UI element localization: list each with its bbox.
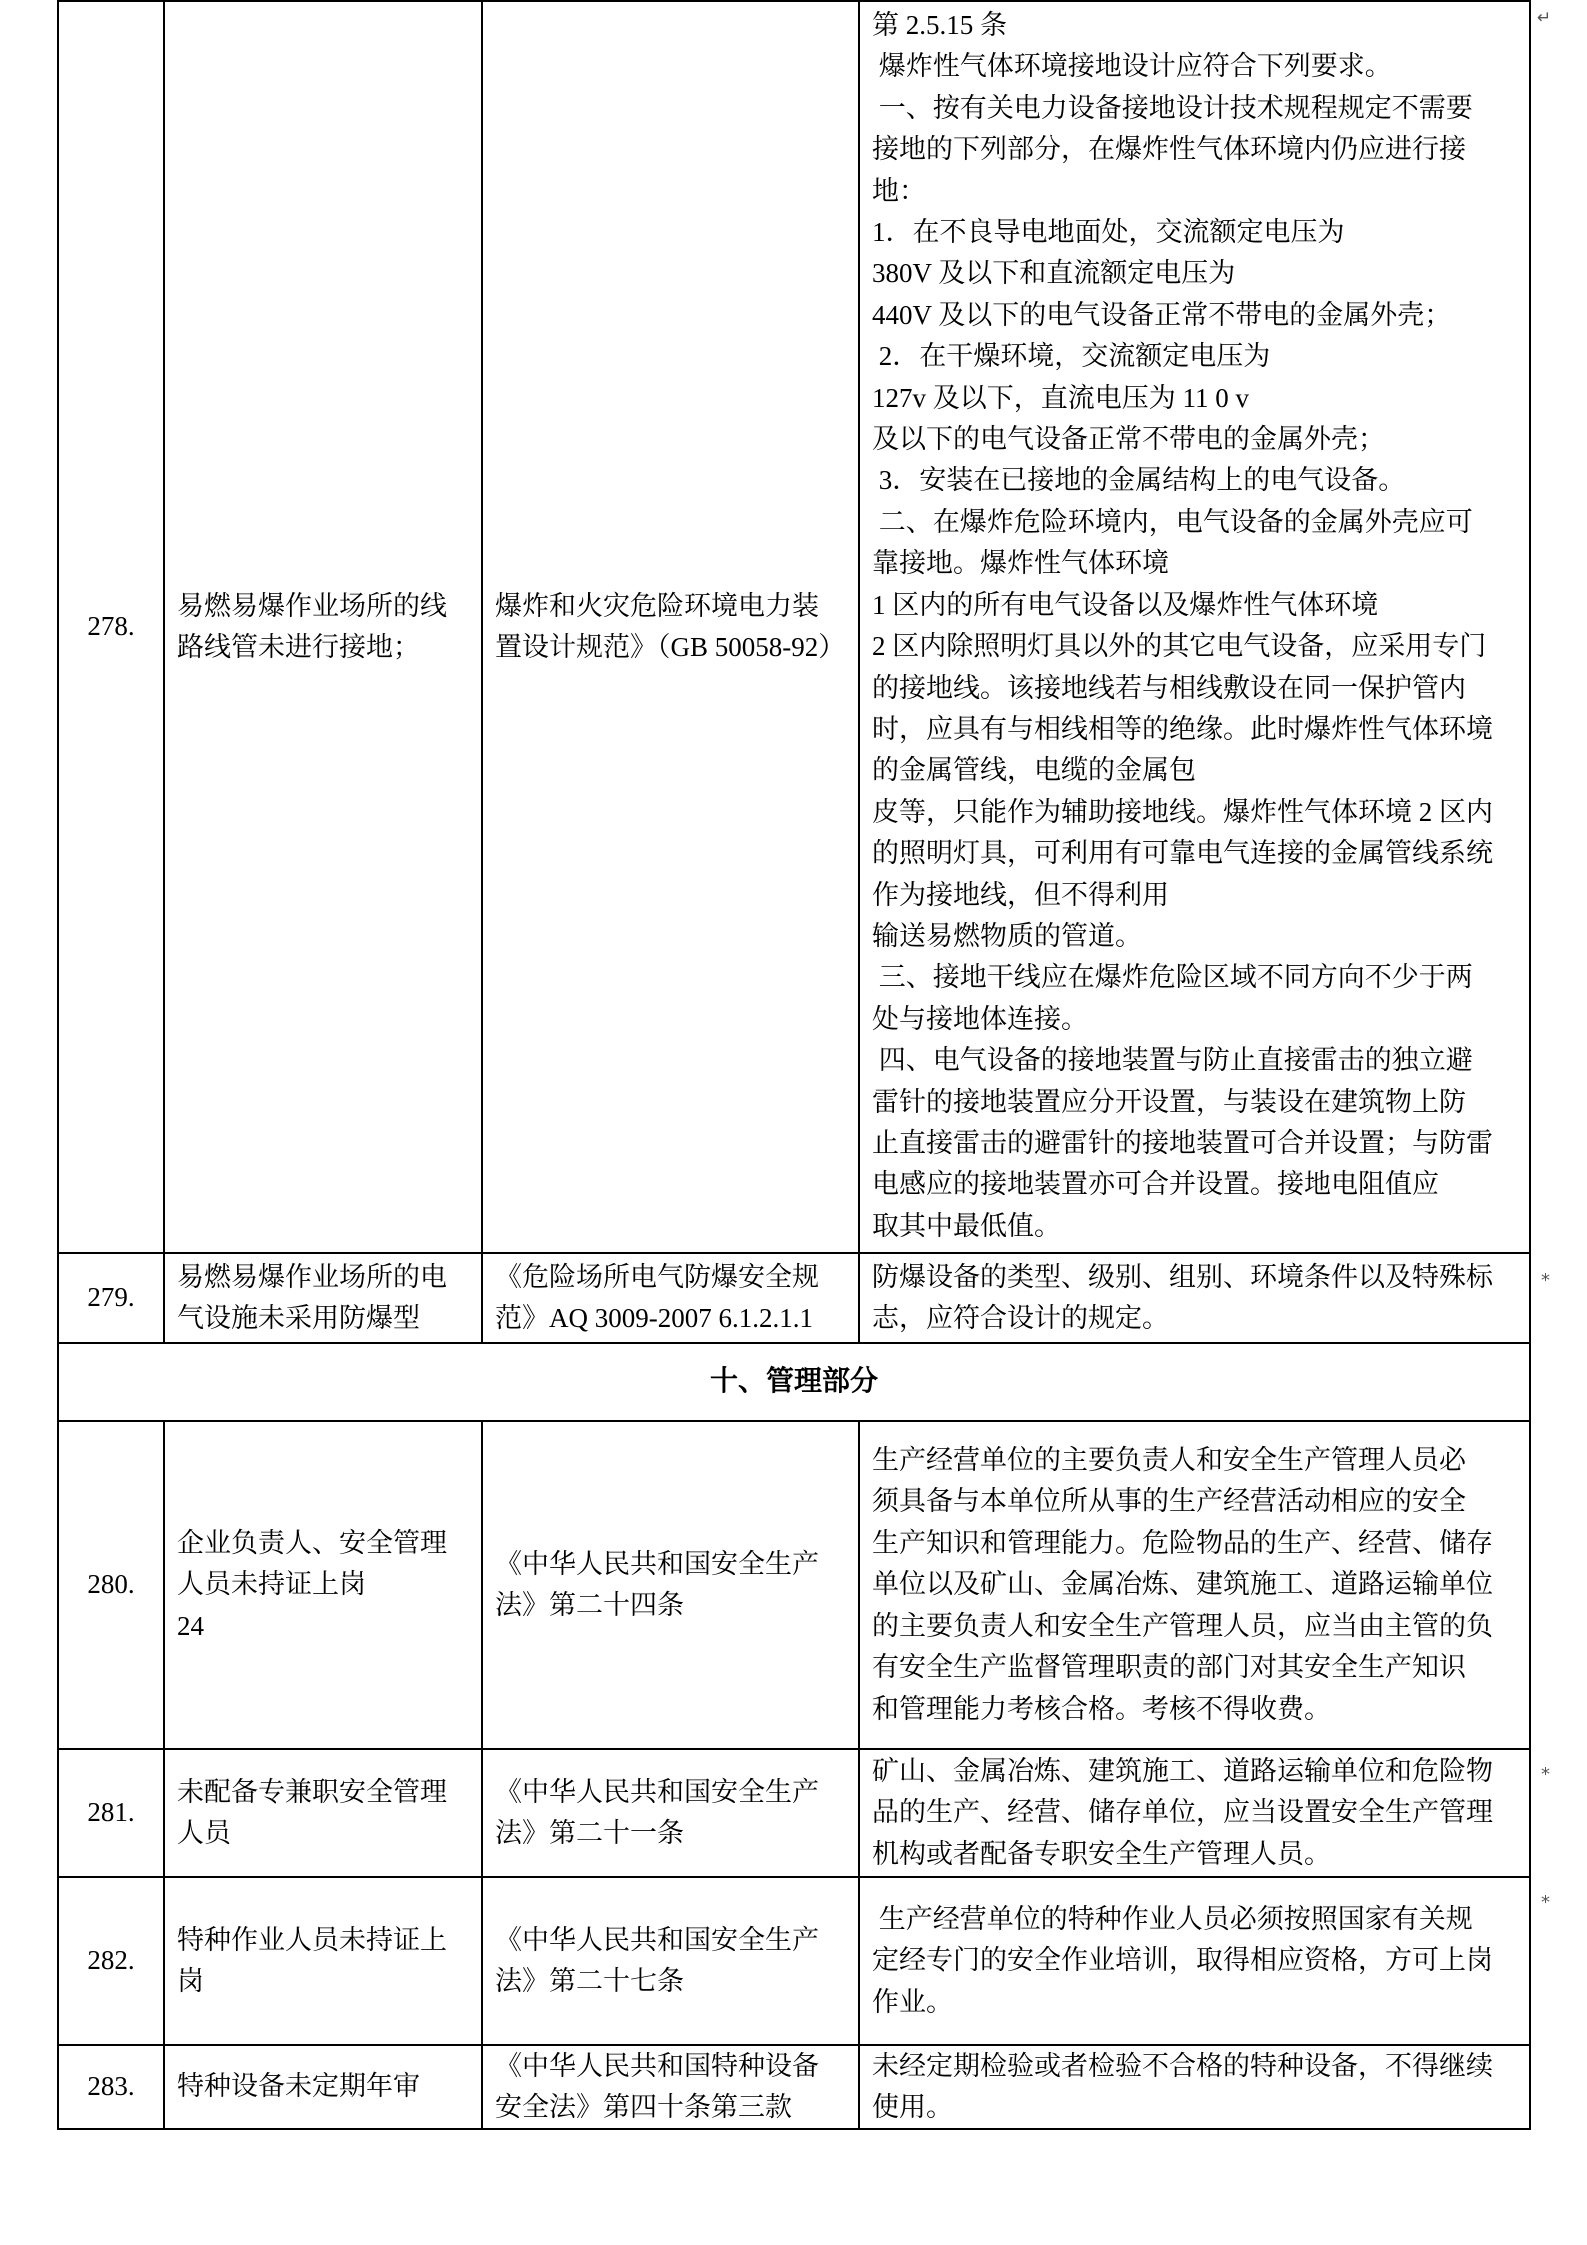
text-line: 第 2.5.15 条 xyxy=(872,10,1007,40)
text-line: 易燃易爆作业场所的线 xyxy=(177,590,447,621)
text-line: 3．安装在已接地的金属结构上的电气设备。 xyxy=(872,465,1406,496)
row-number-cell xyxy=(59,1750,165,1876)
text-line: 二、在爆炸危险环境内，电气设备的金属外壳应可 xyxy=(872,506,1473,537)
text-line: 未经定期检验或者检验不合格的特种设备，不得继续 xyxy=(872,2050,1493,2081)
regulation-detail-cell xyxy=(860,2,1529,1252)
regulation-ref-cell xyxy=(483,1254,860,1342)
text-line: 2 区内除照明灯具以外的其它电气设备，应采用专门 xyxy=(872,631,1487,662)
text-line: 127v 及以下，直流电压为 11 0 v xyxy=(872,382,1249,413)
text-line: 的主要负责人和安全生产管理人员，应当由主管的负 xyxy=(872,1610,1493,1641)
regulation-ref-cell xyxy=(483,2046,860,2128)
text-line: 爆炸和火灾危险环境电力装 xyxy=(495,590,819,621)
text-line: 法》第二十七条 xyxy=(495,1966,684,1996)
row-number: 282. xyxy=(87,1945,135,1976)
text-line: 《中华人民共和国安全生产 xyxy=(495,1924,819,1955)
text-line: 及以下的电气设备正常不带电的金属外壳； xyxy=(872,424,1385,455)
text-line: 三、接地干线应在爆炸危险区域不同方向不少于两 xyxy=(872,962,1473,993)
violation-desc-cell xyxy=(165,2046,483,2128)
row-number-cell xyxy=(59,2,165,1252)
regulation-detail-cell xyxy=(860,1750,1529,1876)
text-line: 易燃易爆作业场所的电 xyxy=(177,1261,447,1292)
text-line: 《中华人民共和国安全生产 xyxy=(495,1548,819,1579)
text-line: 《中华人民共和国特种设备 xyxy=(495,2050,819,2081)
text-line: 380V 及以下和直流额定电压为 xyxy=(872,258,1236,289)
margin-asterisk: * xyxy=(1541,1764,1550,1785)
text-line: 止直接雷击的避雷针的接地装置可合并设置；与防雷 xyxy=(872,1127,1493,1158)
text-line: 1 区内的所有电气设备以及爆炸性气体环境 xyxy=(872,589,1379,620)
row-number: 280. xyxy=(87,1569,135,1600)
text-line: 法》第二十四条 xyxy=(495,1590,684,1620)
text-line: 皮等，只能作为辅助接地线。爆炸性气体环境 2 区内 xyxy=(872,796,1493,827)
text-line: 路线管未进行接地； xyxy=(177,632,420,662)
text-line: 的照明灯具，可利用有可靠电气连接的金属管线系统 xyxy=(872,838,1493,869)
text-line: 未配备专兼职安全管理 xyxy=(177,1776,447,1807)
text-line: 和管理能力考核合格。考核不得收费。 xyxy=(872,1693,1331,1724)
text-line: 范》AQ 3009-2007 6.1.2.1.1 xyxy=(495,1303,813,1333)
violation-desc-cell xyxy=(165,1878,483,2044)
violation-desc-cell xyxy=(165,1750,483,1876)
row-number-cell xyxy=(59,1254,165,1342)
text-line: 2．在干燥环境，交流额定电压为 xyxy=(872,341,1271,372)
text-line: 特种设备未定期年审 xyxy=(177,2071,420,2102)
margin-asterisk: * xyxy=(1541,1892,1550,1913)
section-header-row xyxy=(59,1344,1529,1422)
regulation-ref-cell xyxy=(483,1878,860,2044)
text-line: 定经专门的安全作业培训，取得相应资格，方可上岗 xyxy=(872,1945,1493,1976)
text-line: 法》第二十一条 xyxy=(495,1818,684,1848)
row-number: 281. xyxy=(87,1797,135,1828)
text-line: 矿山、金属冶炼、建筑施工、道路运输单位和危险物 xyxy=(872,1755,1493,1786)
regulation-ref-cell xyxy=(483,1422,860,1748)
text-line: 生产经营单位的主要负责人和安全生产管理人员必 xyxy=(872,1445,1466,1476)
row-number-cell xyxy=(59,2046,165,2128)
table-row xyxy=(59,1878,1529,2046)
text-line: 品的生产、经营、储存单位，应当设置安全生产管理 xyxy=(872,1797,1493,1828)
row-number: 278. xyxy=(87,611,135,642)
text-line: 一、按有关电力设备接地设计技术规程规定不需要 xyxy=(872,92,1473,123)
text-line: 人员 xyxy=(177,1818,231,1848)
row-number-cell xyxy=(59,1878,165,2044)
text-line: 岗 xyxy=(177,1966,204,1996)
text-line: 四、电气设备的接地装置与防止直接雷击的独立避 xyxy=(872,1045,1473,1076)
text-line: 时，应具有与相线相等的绝缘。此时爆炸性气体环境 xyxy=(872,713,1493,744)
text-line: 1．在不良导电地面处，交流额定电压为 xyxy=(872,217,1345,248)
text-line: 《危险场所电气防爆安全规 xyxy=(495,1261,819,1292)
text-line: 爆炸性气体环境接地设计应符合下列要求。 xyxy=(872,51,1392,82)
table-row xyxy=(59,1254,1529,1344)
text-line: 生产经营单位的特种作业人员必须按照国家有关规 xyxy=(872,1903,1473,1934)
text-line: 作业。 xyxy=(872,1986,953,2017)
table-row xyxy=(59,1422,1529,1750)
text-line: 440V 及以下的电气设备正常不带电的金属外壳； xyxy=(872,299,1452,330)
regulation-detail-cell xyxy=(860,2046,1529,2128)
text-line: 作为接地线，但不得利用 xyxy=(872,879,1169,910)
text-line: 防爆设备的类型、级别、组别、环境条件以及特殊标 xyxy=(872,1261,1493,1292)
violations-table xyxy=(57,0,1531,2130)
text-line: 雷针的接地装置应分开设置，与装设在建筑物上防 xyxy=(872,1086,1466,1117)
text-line: 特种作业人员未持证上 xyxy=(177,1924,447,1955)
margin-asterisk: * xyxy=(1541,1270,1550,1291)
text-line: 安全法》第四十条第三款 xyxy=(495,2092,792,2122)
text-line: 志，应符合设计的规定。 xyxy=(872,1303,1169,1333)
section-header-label: 十、管理部分 xyxy=(709,1366,878,1398)
regulation-detail-cell xyxy=(860,1878,1529,2044)
text-line: 企业负责人、安全管理 xyxy=(177,1527,447,1558)
text-line: 单位以及矿山、金属冶炼、建筑施工、道路运输单位 xyxy=(872,1569,1493,1600)
text-line: 人员未持证上岗 xyxy=(177,1569,366,1600)
text-line: 气设施未采用防爆型 xyxy=(177,1303,420,1333)
text-line: 输送易燃物质的管道。 xyxy=(872,920,1142,951)
violation-desc-cell xyxy=(165,1422,483,1748)
text-line: 24 xyxy=(177,1610,204,1641)
regulation-ref-cell xyxy=(483,2,860,1252)
text-line: 《中华人民共和国安全生产 xyxy=(495,1776,819,1807)
violation-desc-cell xyxy=(165,2,483,1252)
text-line: 接地的下列部分，在爆炸性气体环境内仍应进行接 xyxy=(872,134,1466,165)
text-line: 置设计规范》（GB 50058-92） xyxy=(495,632,846,662)
table-row xyxy=(59,1750,1529,1878)
text-line: 须具备与本单位所从事的生产经营活动相应的安全 xyxy=(872,1486,1466,1517)
text-line: 的金属管线，电缆的金属包 xyxy=(872,755,1196,786)
text-line: 地： xyxy=(872,175,926,206)
row-number-cell xyxy=(59,1422,165,1748)
text-line: 取其中最低值。 xyxy=(872,1210,1061,1241)
text-line: 的接地线。该接地线若与相线敷设在同一保护管内 xyxy=(872,672,1466,703)
text-line: 生产知识和管理能力。危险物品的生产、经营、储存 xyxy=(872,1527,1493,1558)
regulation-ref-cell xyxy=(483,1750,860,1876)
text-line: 电感应的接地装置亦可合并设置。接地电阻值应 xyxy=(872,1169,1439,1200)
violation-desc-cell xyxy=(165,1254,483,1342)
text-line: 机构或者配备专职安全生产管理人员。 xyxy=(872,1838,1331,1869)
table-row xyxy=(59,2046,1529,2128)
regulation-detail-cell xyxy=(860,1422,1529,1748)
paragraph-return-icon: ↵ xyxy=(1537,8,1552,28)
regulation-detail-cell xyxy=(860,1254,1529,1342)
row-number: 283. xyxy=(87,2071,135,2102)
text-line: 有安全生产监督管理职责的部门对其安全生产知识 xyxy=(872,1652,1466,1683)
text-line: 使用。 xyxy=(872,2092,953,2122)
row-number: 279. xyxy=(87,1282,135,1313)
table-row xyxy=(59,2,1529,1254)
text-line: 靠接地。爆炸性气体环境 xyxy=(872,548,1169,579)
text-line: 处与接地体连接。 xyxy=(872,1003,1088,1034)
